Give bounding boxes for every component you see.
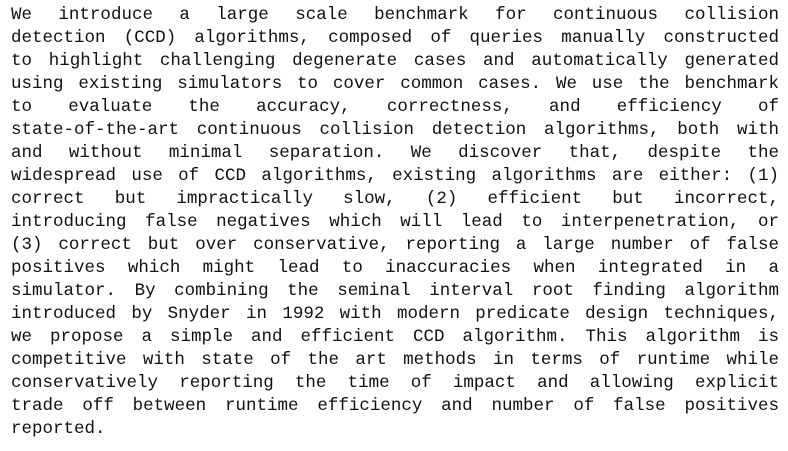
text-line: introducing false negatives which will lead to interpenetration, or [11, 212, 779, 232]
text-line: We introduce a large scale benchmark for continuous collision [11, 5, 779, 25]
text-line: detection (CCD) algorithms, composed of queries manually constructed [11, 28, 779, 48]
text-line: to evaluate the accuracy, correctness, and efficiency of [11, 97, 779, 117]
text-line: positives which might lead to inaccuracies when integrated in a [11, 258, 779, 278]
text-line: state-of-the-art continuous collision detection algorithms, both with [11, 120, 779, 140]
text-line: to highlight challenging degenerate cases and automatically generated [11, 51, 779, 71]
text-line: competitive with state of the art methods in terms of runtime while [11, 350, 779, 370]
text-line: trade off between runtime efficiency and number of false positives [11, 396, 779, 416]
text-line: simulator. By combining the seminal interval root finding algorithm [11, 281, 779, 301]
text-line: correct but impractically slow, (2) efficient but incorrect, [11, 189, 779, 209]
text-line: (3) correct but over conservative, reporting a large number of false [11, 235, 779, 255]
text-line-final: reported. [11, 419, 106, 439]
text-line: widespread use of CCD algorithms, existing algorithms are either: (1) [11, 166, 779, 186]
text-line: we propose a simple and efficient CCD algorithm. This algorithm is [11, 327, 779, 347]
abstract-text-block [11, 4, 779, 441]
text-line: introduced by Snyder in 1992 with modern predicate design techniques, [11, 304, 779, 324]
text-line: using existing simulators to cover common cases. We use the benchmark [11, 74, 779, 94]
text-line: and without minimal separation. We discover that, despite the [11, 143, 779, 163]
text-line: conservatively reporting the time of impact and allowing explicit [11, 373, 779, 393]
